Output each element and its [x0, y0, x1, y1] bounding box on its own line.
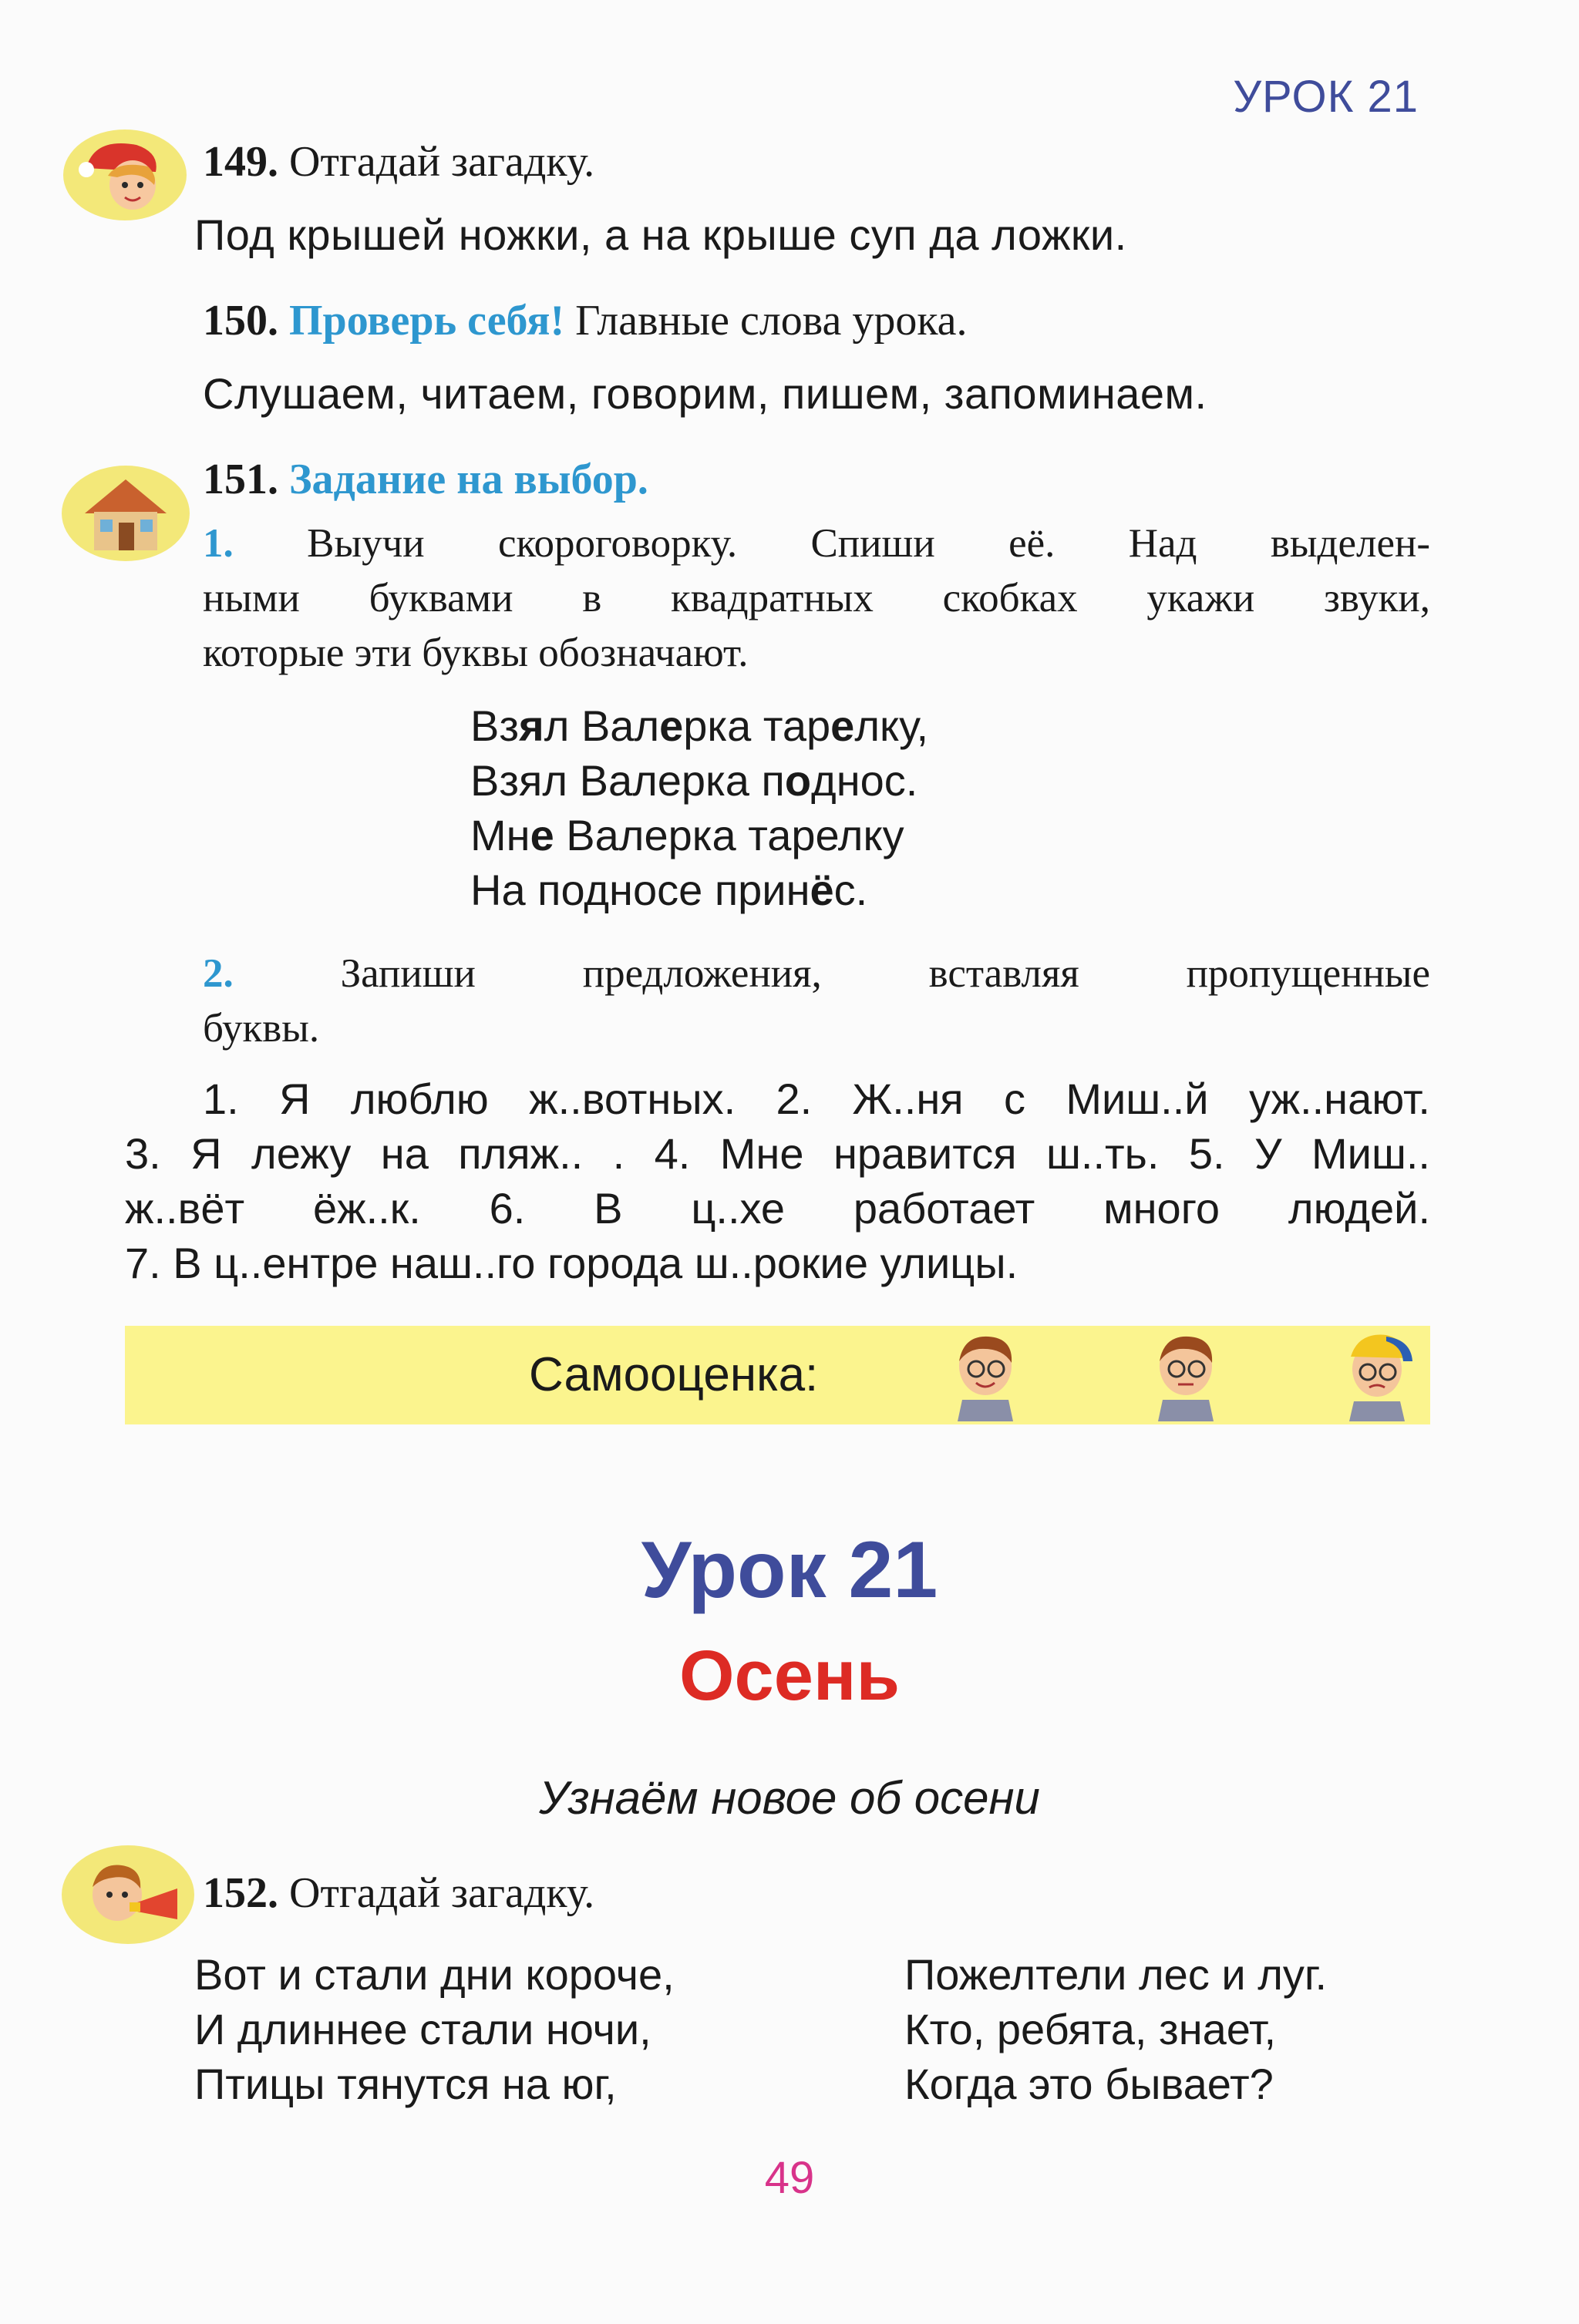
task-150-words: Слушаем, читаем, говорим, пишем, запоминаем.	[203, 369, 1207, 418]
riddle-line: Птицы тянутся на юг,	[194, 2060, 617, 2108]
tongue-twister	[470, 698, 928, 917]
poem-line: Взял Валерка тарелку,	[470, 701, 929, 750]
riddle-line: Когда это бывает?	[904, 2060, 1274, 2108]
riddle-line: Пожелтели лес и луг.	[904, 1950, 1328, 1999]
task-151-heading	[203, 455, 648, 504]
part-number: 2.	[203, 951, 234, 996]
task-number: 151.	[203, 456, 278, 503]
task-151-part1: 1. Выучи скороговорку. Спиши её. Над выделен- ными буквами в квадратных скобках укажи звуки, которые эти буквы обозначают.	[203, 521, 1430, 675]
task-152-heading	[203, 1868, 594, 1918]
task-number: 152.	[203, 1869, 278, 1917]
house-icon	[62, 466, 190, 561]
check-yourself-label: Проверь себя!	[289, 297, 565, 345]
girl-red-hat-icon	[63, 129, 187, 220]
boy-cap-icon[interactable]	[1342, 1330, 1416, 1421]
lesson-subtitle: Узнаём новое об осени	[539, 1772, 1040, 1824]
boy-glasses-icon[interactable]	[948, 1330, 1022, 1421]
lesson-header: УРОК 21	[1233, 72, 1419, 122]
page-number: 49	[764, 2153, 815, 2203]
riddle-column-right	[904, 1947, 1327, 2111]
part-number: 1.	[203, 521, 234, 566]
task-title: Отгадай загадку.	[289, 138, 595, 186]
exercise-sentences: 1. Я люблю ж..вотных. 2. Ж..ня с Миш..й уж..нают. 3. Я лежу на пляж.. . 4. Мне нравится ш..ть. 5. У Миш.. ж..вёт ёж..к. 6. В ц..хе работает много людей. 7. В ц..ентре наш..го города ш..рокие улицы.	[125, 1075, 1430, 1287]
lesson-title: Урок 21	[641, 1525, 938, 1615]
riddle-column-left	[194, 1947, 675, 2111]
poem-line: Мне Валерка тарелку	[470, 811, 904, 859]
task-149-heading	[203, 137, 594, 187]
task-number: 150.	[203, 297, 278, 345]
riddle-line: Вот и стали дни короче,	[194, 1950, 675, 1999]
task-150-heading	[203, 296, 968, 345]
riddle-line: Кто, ребята, знает,	[904, 2005, 1277, 2053]
task-number: 149.	[203, 138, 278, 186]
lesson-topic: Осень	[678, 1636, 901, 1715]
task-title: Отгадай загадку.	[289, 1869, 595, 1917]
boy-glasses-icon[interactable]	[1149, 1330, 1223, 1421]
task-151-part2: 2. Запиши предложения, вставляя пропущенные буквы.	[203, 951, 1430, 1051]
task-149-riddle: Под крышей ножки, а на крыше суп да ложки.	[194, 210, 1127, 259]
self-assessment-label: Самооценка:	[529, 1348, 819, 1401]
poem-line: Взял Валерка поднос.	[470, 756, 918, 805]
task-title: Главные слова урока.	[575, 297, 968, 345]
task-title: Задание на выбор.	[289, 456, 648, 503]
boy-megaphone-icon	[62, 1845, 194, 1944]
riddle-line: И длиннее стали ночи,	[194, 2005, 651, 2053]
poem-line: На подносе принёс.	[470, 866, 868, 914]
